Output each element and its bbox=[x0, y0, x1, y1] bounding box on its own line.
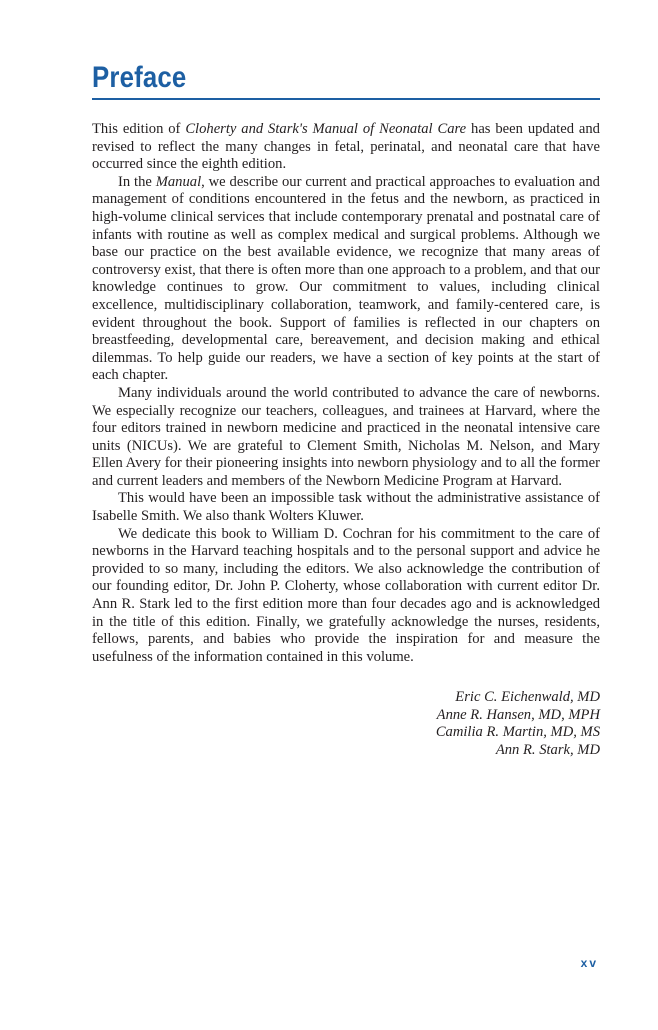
page-number: xv bbox=[580, 956, 598, 970]
paragraph-5 bbox=[92, 526, 600, 667]
page-heading bbox=[92, 60, 600, 100]
page-title: Preface bbox=[92, 61, 187, 94]
signature-line: Camilia R. Martin, MD, MS bbox=[435, 724, 600, 741]
paragraph-text: , we describe our current and practical approaches to evaluation and management of conditions encountered in the fetus and the newborn, as practiced in high-volume clinical services that include contemporary prenatal and postnatal care of infants with routine as well as complex medical and surgical problems. Although we base our practice on the best available evidence, we recognize that many areas of controversy exist, that there is often more than one approach to a problem, and that our knowledge continues to grow. Our commitment to values, including clinical excellence, multidisciplinary collaboration, teamwork, and family-centered care, is evident throughout the book. Support of families is reflected in our chapters on breastfeeding, developmental care, bereavement, and decision making and ethical dilemmas. To help guide our readers, we have a section of key points at the start of each chapter. bbox=[92, 173, 600, 384]
paragraph-3 bbox=[92, 385, 600, 491]
editor-signatures bbox=[436, 689, 600, 759]
paragraph-text: We dedicate this book to William D. Cochran for his commitment to the care of newborns in the Harvard teaching hospitals and to the personal support and advice he provided to so many, including the editors. We also acknowledge the contribution of our founding editor, Dr. John P. Cloherty, whose collaboration with current editor Dr. Ann R. Stark led to the first edition more than four decades ago and is acknowledged in the title of this edition. Finally, we gratefully acknowledge the nurses, residents, fellows, parents, and babies who provide the inspiration for and measure the usefulness of the information contained in this volume. bbox=[92, 525, 600, 665]
paragraph-4 bbox=[92, 490, 600, 525]
paragraph-text: This edition of bbox=[92, 121, 186, 137]
paragraph-1 bbox=[92, 121, 600, 174]
paragraph-text: In the bbox=[118, 173, 156, 190]
paragraph-2 bbox=[92, 174, 600, 385]
book-title: Cloherty and Stark's Manual of Neonatal Care bbox=[185, 121, 467, 137]
paragraph-text: This would have been an impossible task without the administrative assistance of Isabelle Smith. We also thank Wolters Kluwer. bbox=[92, 490, 600, 525]
preface-body bbox=[92, 121, 600, 666]
signature-line: Ann R. Stark, MD bbox=[495, 741, 600, 758]
signature-line: Anne R. Hansen, MD, MPH bbox=[436, 706, 600, 723]
paragraph-text: Many individuals around the world contributed to advance the care of newborns. We especially recognize our teachers, colleagues, and trainees at Harvard, where the four editors trained in newborn medicine and practiced in the neonatal intensive care units (NICUs). We are grateful to Clement Smith, Nicholas M. Nelson, and Mary Ellen Avery for their pioneering insights into newborn physiology and to all the former and current leaders and members of the Newborn Medicine Program at Harvard. bbox=[92, 384, 600, 489]
emphasis-manual: Manual bbox=[155, 173, 202, 190]
paragraph-text: has been updated and revised to reflect the many changes in fetal, perinatal, and neonatal care that have occurred since the eighth edition. bbox=[92, 121, 600, 173]
signature-line: Eric C. Eichenwald, MD bbox=[455, 689, 600, 705]
